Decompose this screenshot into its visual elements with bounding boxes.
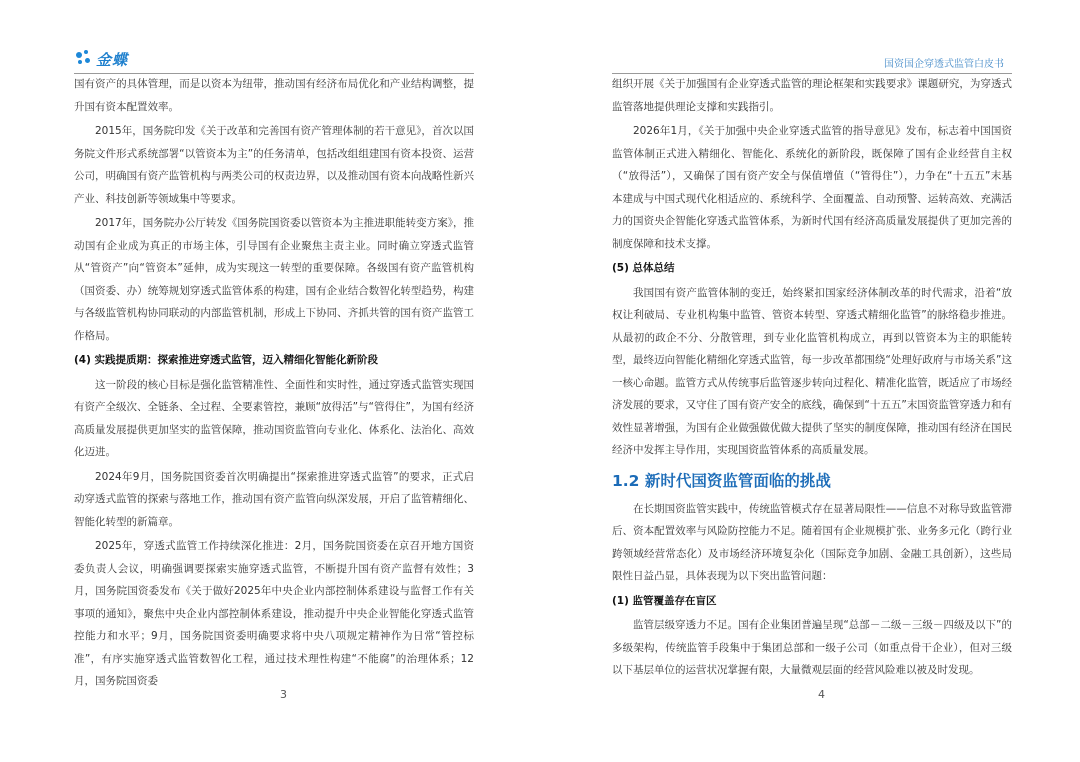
paragraph: 2024年9月，国务院国资委首次明确提出“探索推进穿透式监管”的要求，正式启动穿透式监管的探索与落地工作，推动国有资产监管向纵深发展，开启了监管精细化、智能化转型的新篇章。 [74,470,474,528]
paragraph: 组织开展《关于加强国有企业穿透式监管的理论框架和实践要求》课题研究，为穿透式监管落地提供理论支撑和实践指引。 [612,78,1012,113]
kingdee-logo-icon [74,49,94,69]
right-page-body [612,73,1012,682]
subsection-heading: (4) 实践提质期：探索推进穿透式监管，迈入精细化智能化新阶段 [74,354,379,366]
paragraph: 2026年1月，《关于加强中央企业穿透式监管的指导意见》发布，标志着中国国资监管体制正式进入精细化、智能化、系统化的新阶段，既保障了国有企业经营自主权（“放得活”），又确保了国有资产安全与保值增值（“管得住”），力争在“十五五”末基本建成与中国式现代化相适应的、系统科学、全面覆盖、自动预警、运转高效、充满活力的国资央企智能化穿透式监管体系，为新时代国有经济高质量发展提供了更加完善的制度保障和技术支撑。 [612,125,1012,250]
paragraph: 在长期国资监管实践中，传统监管模式存在显著局限性——信息不对称导致监管滞后、资本配置效率与风险防控能力不足。随着国有企业规模扩张、业务多元化（跨行业跨领域经营常态化）及市场经济环境复杂化（国际竞争加剧、金融工具创新），这些局限性日益凸显，具体表现为以下突出监管问题： [612,502,1012,582]
brand-logo [74,48,128,70]
paragraph: 2025年，穿透式监管工作持续深化推进：2月，国务院国资委在京召开地方国资委负责人会议，明确强调要探索实施穿透式监管，不断提升国有资产监督有效性；3月，国务院国资委发布《关于做好2025年中央企业内部控制体系建设与监督工作有关事项的通知》，聚焦中央企业内部控制体系建设，推动提升中央企业智能化穿透式监管控能力和水平；9月，国务院国资委明确要求将中央八项规定精神作为日常“管控标准”，有序实施穿透式监管数智化工程，通过技术理性构建“不能腐”的治理体系；12月，国务院国资委 [74,540,474,687]
paragraph: 2017年，国务院办公厅转发《国务院国资委以管资本为主推进职能转变方案》，推动国有企业成为真正的市场主体，引导国有企业聚焦主责主业。同时确立穿透式监管从“管资产”向“管资本”延伸，成为实现这一转型的重要保障。各级国有资产监管机构（国资委、办）统筹规划穿透式监管体系的构建，国有企业结合数智化转型趋势，构建与各级监管机构协同联动的内部监管机制，形成上下协同、齐抓共管的国有资产监管工作格局。 [74,217,474,342]
logo-text: 金蝶 [96,50,129,69]
section-title: 1.2 新时代国资监管面临的挑战 [612,471,831,490]
paragraph: 我国国有资产监管体制的变迁，始终紧扣国家经济体制改革的时代需求，沿着“放权让利破局、专业机构集中监管、管资本转型、穿透式精细化监管”的脉络稳步推进。从最初的政企不分、分散管理，到专业化监管机构成立，再到以管资本为主的职能转型，最终迈向智能化精细化穿透式监管，每一步改革都围绕“处理好政府与市场关系”这一核心命题。监管方式从传统事后监管逐步转向过程化、精准化监管，既适应了市场经济发展的要求，又守住了国有资产安全的底线，确保到“十五五”末国资监管穿透力和有效性显著增强，为国有企业做强做优做大提供了坚实的制度保障，推动国有经济在国民经济中发挥主导作用，实现国资监管体系的高质量发展。 [612,286,1012,456]
document-title: 国资国企穿透式监管白皮书 [884,59,1004,70]
paragraph: 监管层级穿透力不足。国有企业集团普遍呈现“总部－二级－三级－四级及以下”的多级架构，传统监管手段集中于集团总部和一级子公司（如重点骨干企业），但对三级以下基层单位的运营状况掌握有限，大量微观层面的经营风险难以被及时发现。 [612,619,1012,676]
subsection-heading: (5) 总体总结 [612,262,675,274]
paragraph: 这一阶段的核心目标是强化监管精准性、全面性和实时性，通过穿透式监管实现国有资产全级次、全链条、全过程、全要素管控，兼顾“放得活”与“管得住”，为国有经济高质量发展提供更加坚实的监管保障，推动国资监管向专业化、体系化、法治化、高效化迈进。 [74,378,474,458]
paragraph: 国有资产的具体管理，而是以资本为纽带，推动国有经济布局优化和产业结构调整，提升国有资本配置效率。 [74,78,474,113]
page-number-left: 3 [280,688,287,701]
subsection-heading: (1) 监管覆盖存在盲区 [612,594,717,607]
paragraph: 2015年，国务院印发《关于改革和完善国有资产管理体制的若干意见》，首次以国务院文件形式系统部署“以管资本为主”的任务清单，包括改组组建国有资本投资、运营公司，明确国有资产监管机构与两类公司的权责边界，以及推动国有资本向战略性新兴产业、科技创新等领域集中等要求。 [74,125,474,205]
page-number-right: 4 [818,688,825,701]
left-page-body [74,73,474,693]
